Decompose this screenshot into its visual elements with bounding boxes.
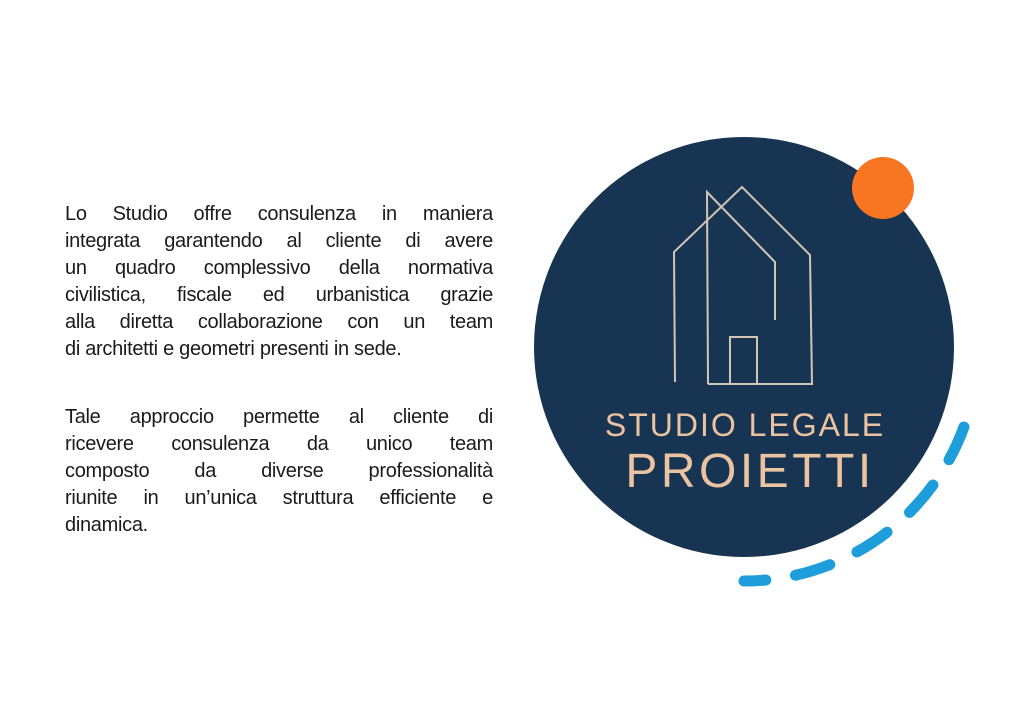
- text-line: riunite in un’unica struttura efficiente e: [65, 487, 493, 509]
- text-line: composto da diverse professionalità: [65, 460, 493, 482]
- text-line: civilistica, fiscale ed urbanistica grazie: [65, 284, 493, 306]
- text-line: un quadro complessivo della normativa: [65, 257, 493, 279]
- logo-title-proietti: PROIETTI: [625, 445, 875, 498]
- text-line: integrata garantendo al cliente di avere: [65, 230, 493, 252]
- text-line: di architetti e geometri presenti in sede.: [65, 338, 402, 360]
- intro-text-block: [65, 201, 493, 539]
- text-line: alla diretta collaborazione con un team: [65, 311, 493, 333]
- orange-dot: [852, 157, 914, 219]
- logo-title-studio-legale: STUDIO LEGALE: [604, 407, 886, 443]
- studio-legale-proietti-logo: [530, 130, 980, 600]
- text-line: Tale approccio permette al cliente di: [65, 406, 493, 428]
- text-line: dinamica.: [65, 514, 148, 536]
- text-line: Lo Studio offre consulenza in maniera: [65, 203, 493, 225]
- paragraph-approach: [65, 404, 493, 539]
- text-line: ricevere consulenza da unico team: [65, 433, 493, 455]
- logo-graphic: [530, 130, 980, 600]
- paragraph-services: [65, 201, 493, 363]
